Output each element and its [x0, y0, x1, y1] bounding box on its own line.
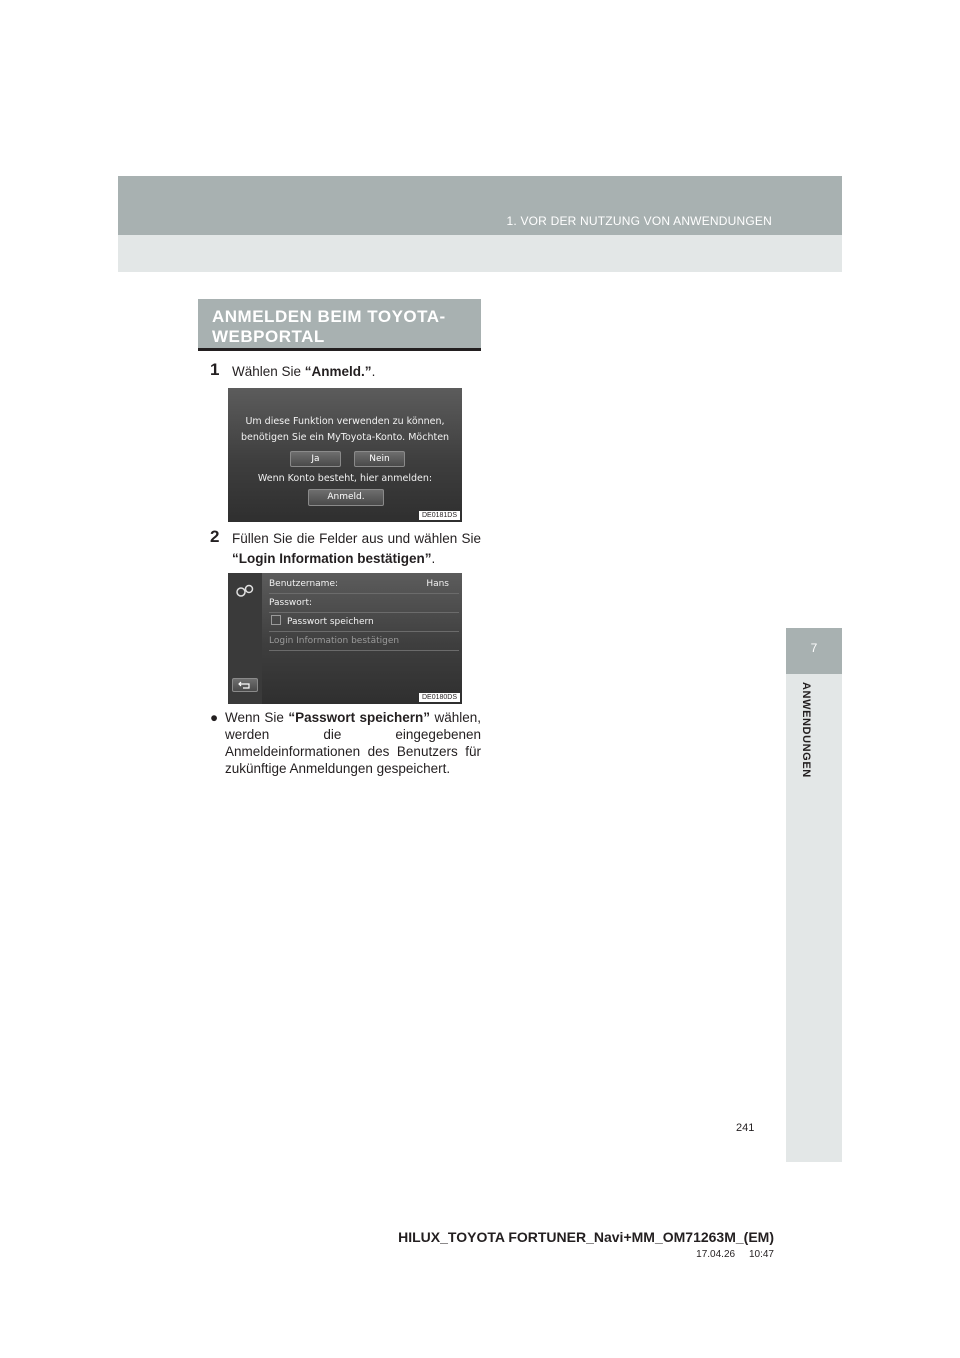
section-title-line1: ANMELDEN BEIM TOYOTA- — [212, 307, 446, 326]
yes-button[interactable]: Ja — [290, 451, 341, 467]
footer-timestamp: 17.04.26 10:47 — [696, 1249, 774, 1260]
app-icon — [235, 583, 255, 599]
chapter-header — [118, 176, 842, 235]
confirm-login-label: Login Information bestätigen — [269, 636, 400, 646]
chapter-tab-strip — [786, 674, 842, 1162]
chapter-tab-number: 7 — [786, 628, 842, 674]
page-number: 241 — [736, 1122, 755, 1134]
back-arrow-icon — [238, 680, 252, 690]
username-value: Hans — [426, 579, 449, 589]
step-target: “Login Information bestätigen” — [232, 551, 432, 566]
back-button[interactable] — [232, 678, 258, 692]
confirm-login-row[interactable] — [269, 632, 459, 651]
prompt-line-1: Um diese Funktion verwenden zu können, — [245, 416, 445, 427]
screenshot-login-form — [228, 573, 462, 704]
footer-doc-id: HILUX_TOYOTA FORTUNER_Navi+MM_OM71263M_(EM) — [398, 1229, 774, 1245]
step-number: 2 — [210, 527, 220, 546]
save-password-row[interactable] — [269, 613, 459, 632]
save-password-label: Passwort speichern — [287, 617, 374, 627]
chapter-title: 1. VOR DER NUTZUNG VON ANWENDUNGEN — [506, 214, 772, 228]
screenshot-login-prompt — [228, 388, 462, 522]
image-code: DE0180DS — [419, 693, 460, 702]
username-label: Benutzername: — [269, 579, 339, 589]
step-suffix: . — [371, 364, 376, 379]
side-panel — [228, 573, 262, 704]
no-button[interactable]: Nein — [354, 451, 405, 467]
step-text: Füllen Sie die Felder aus und wählen Sie — [232, 531, 481, 546]
section-title-line2: WEBPORTAL — [212, 327, 325, 346]
note-pre: Wenn Sie — [225, 710, 289, 725]
chapter-header-band — [118, 235, 842, 272]
login-button[interactable]: Anmeld. — [308, 489, 384, 506]
step-text: Wählen Sie — [232, 364, 305, 379]
section-heading — [198, 299, 481, 351]
step-number: 1 — [210, 360, 220, 379]
prompt-line-3: Wenn Konto besteht, hier anmelden: — [257, 473, 433, 484]
image-code: DE0181DS — [419, 511, 460, 520]
step-1 — [210, 362, 480, 382]
password-label: Passwort: — [269, 598, 313, 608]
save-password-checkbox[interactable] — [271, 615, 281, 625]
step-suffix: . — [431, 551, 436, 566]
note-post: wählen, werden die eingegebenen Anmeldeinformationen des Benutzers für zukünftige Anmeldungen gespeichert. — [225, 710, 481, 776]
note-bold: “Passwort speichern” — [288, 710, 431, 725]
username-row[interactable] — [269, 575, 459, 594]
note-paragraph — [210, 709, 481, 777]
prompt-line-2: benötigen Sie ein MyToyota-Konto. Möchten — [240, 432, 450, 443]
password-row[interactable] — [269, 594, 459, 613]
step-target: “Anmeld.” — [304, 364, 372, 379]
step-2 — [210, 529, 481, 569]
chapter-tab-label: ANWENDUNGEN — [800, 682, 812, 778]
bullet-icon: ● — [210, 710, 219, 725]
